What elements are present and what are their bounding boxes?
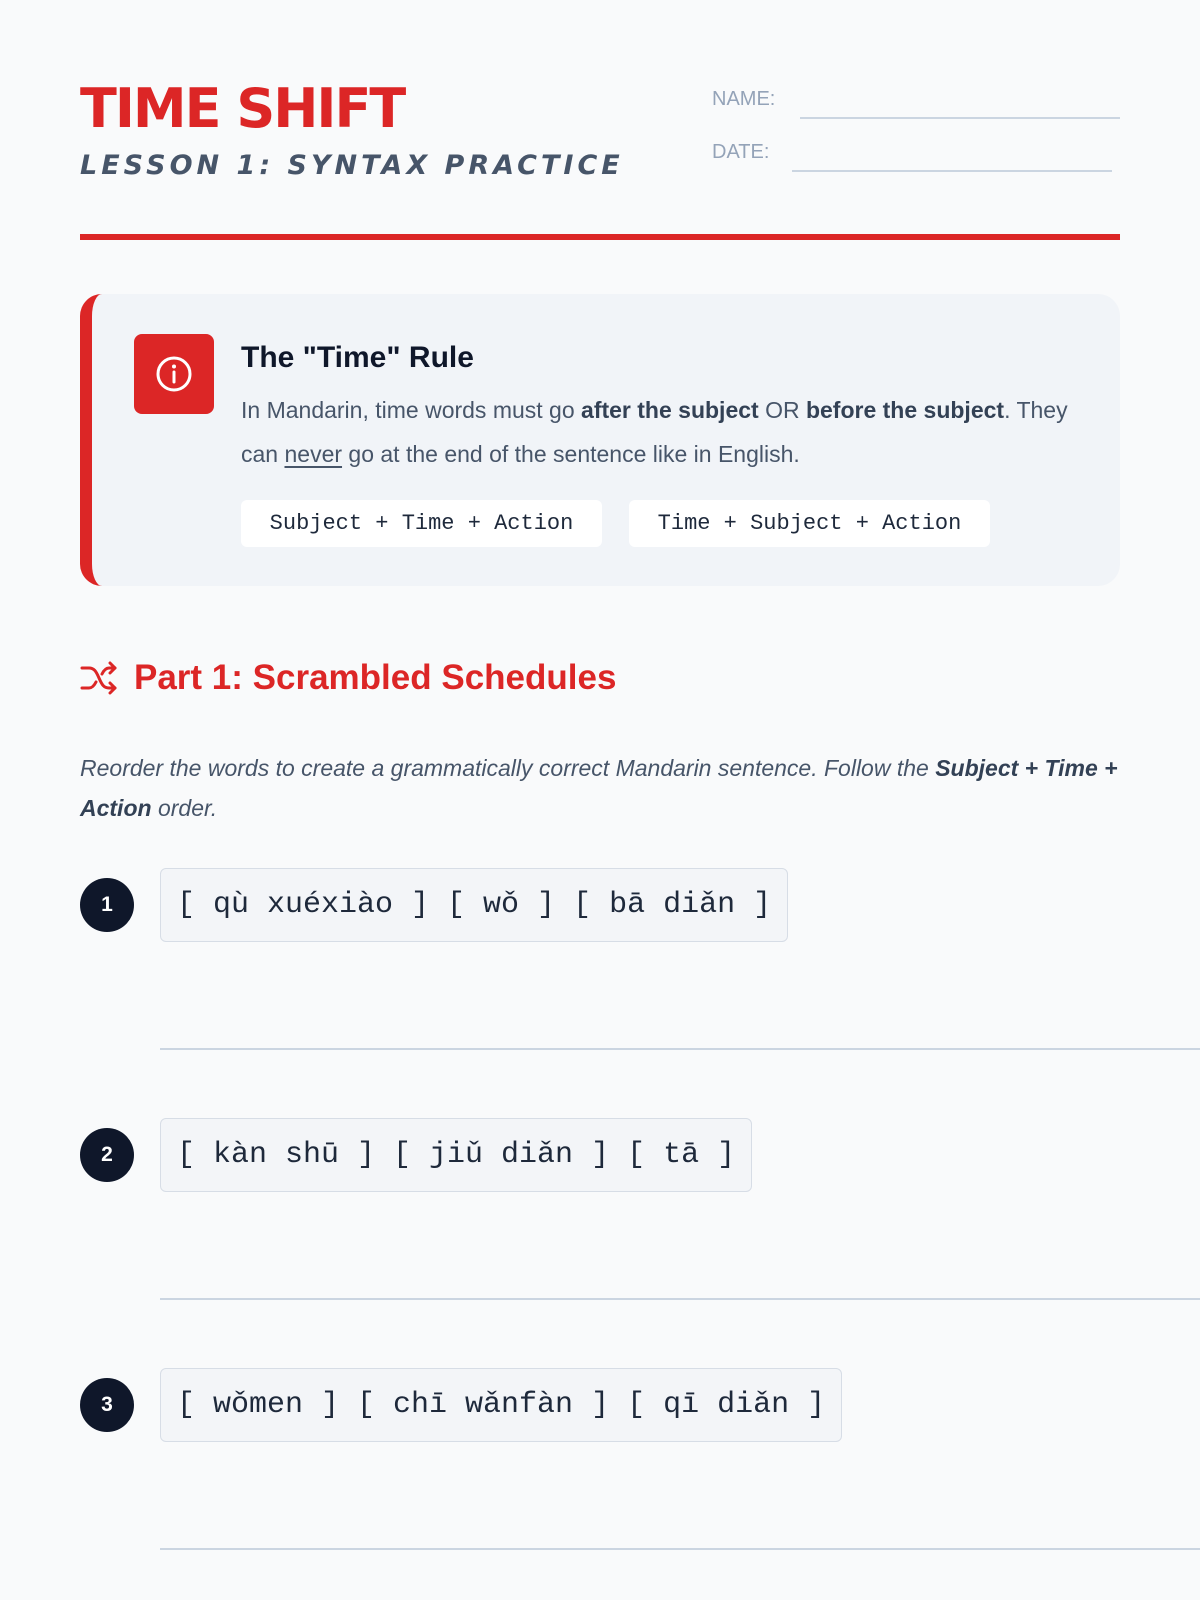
scrambled-words: [ wǒmen ] [ chī wǎnfàn ] [ qī diǎn ] — [160, 1368, 842, 1442]
callout-title: The "Time" Rule — [241, 341, 474, 374]
scrambled-words: [ qù xuéxiào ] [ wǒ ] [ bā diǎn ] — [160, 868, 788, 942]
part1-heading-text: Part 1: Scrambled Schedules — [134, 658, 617, 697]
answer-line[interactable] — [160, 1048, 1200, 1050]
header-divider — [80, 234, 1120, 240]
formula-subject-time-action: Subject + Time + Action — [241, 500, 602, 547]
lesson-subtitle: LESSON 1: SYNTAX PRACTICE — [80, 150, 624, 181]
shuffle-icon — [80, 661, 118, 695]
date-field[interactable] — [792, 170, 1112, 172]
part1-instructions: Reorder the words to create a grammatically correct Mandarin sentence. Follow the Subject + Time + Action order. — [80, 755, 1118, 821]
scrambled-words: [ kàn shū ] [ jiǔ diǎn ] [ tā ] — [160, 1118, 752, 1192]
exercise-number: 2 — [80, 1128, 134, 1182]
name-field[interactable] — [800, 117, 1120, 119]
date-label: DATE: — [712, 141, 770, 163]
name-label: NAME: — [712, 88, 776, 110]
exercise-number: 3 — [80, 1378, 134, 1432]
formula-time-subject-action: Time + Subject + Action — [629, 500, 990, 547]
worksheet-title: TIME SHIFT — [80, 77, 405, 140]
answer-line[interactable] — [160, 1298, 1200, 1300]
answer-line[interactable] — [160, 1548, 1200, 1550]
info-icon — [134, 334, 214, 414]
exercise-number: 1 — [80, 878, 134, 932]
callout-body: In Mandarin, time words must go after the subject OR before the subject. They can never go at the end of the sentence like in English. — [241, 397, 1068, 467]
part1-heading — [80, 660, 616, 695]
